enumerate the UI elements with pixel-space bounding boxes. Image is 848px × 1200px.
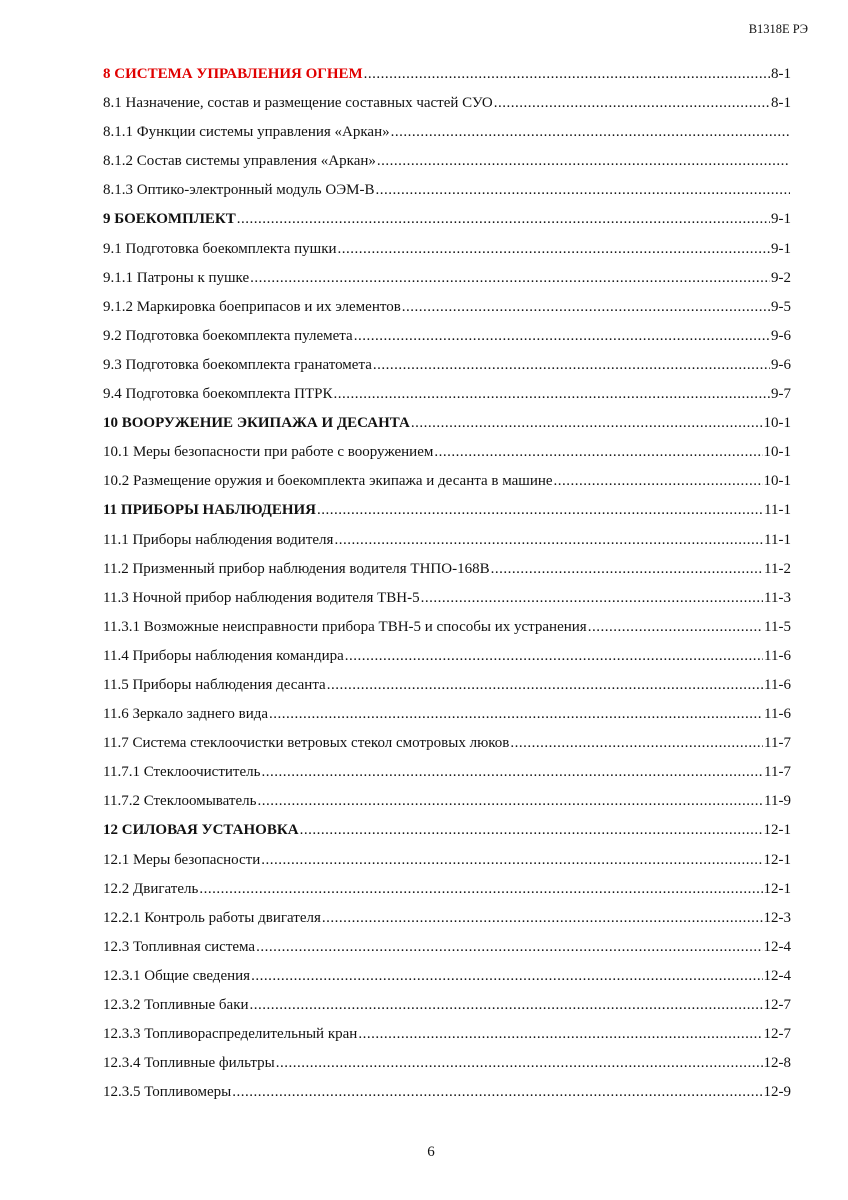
toc-page-number: 12-7 xyxy=(763,997,791,1013)
toc-page-number: 11-6 xyxy=(764,647,791,664)
toc-page-number: 9-1 xyxy=(771,211,791,228)
toc-entry-title: 11 ПРИБОРЫ НАБЛЮДЕНИЯ xyxy=(103,502,317,519)
toc-entry-title: 12.3 Топливная система xyxy=(103,938,256,955)
toc-dot-leader xyxy=(257,787,763,816)
toc-entry-title: 11.1 Приборы наблюдения водителя xyxy=(103,531,334,548)
toc-entry-title: 10.2 Размещение оружия и боекомплекта экипажа и десанта в машине xyxy=(103,473,553,490)
toc-page-number: 11-9 xyxy=(764,793,791,810)
toc-entry[interactable] xyxy=(103,904,791,933)
toc-dot-leader xyxy=(588,613,763,642)
toc-entry-title: 9.1 Подготовка боекомплекта пушки xyxy=(103,240,337,257)
toc-dot-leader xyxy=(358,1020,762,1049)
toc-page-number: 12-3 xyxy=(763,909,791,926)
toc-entry-title: 12.1 Меры безопасности xyxy=(103,851,261,868)
toc-entry[interactable] xyxy=(103,438,791,467)
toc-dot-leader xyxy=(338,235,770,264)
toc-entry-title: 9.4 Подготовка боекомплекта ПТРК xyxy=(103,386,333,403)
toc-section-heading[interactable] xyxy=(103,496,791,525)
toc-page-number: 11-6 xyxy=(764,676,791,693)
toc-dot-leader xyxy=(261,758,763,787)
toc-page-number: 12-1 xyxy=(763,822,791,839)
toc-page-number: 12-7 xyxy=(763,1026,791,1043)
toc-entry-title: 12.3.1 Общие сведения xyxy=(103,967,251,984)
toc-entry[interactable] xyxy=(103,380,791,409)
toc-entry[interactable] xyxy=(103,1078,791,1107)
toc-page-number: 8-1 xyxy=(771,66,791,82)
toc-dot-leader xyxy=(402,293,770,322)
toc-entry[interactable] xyxy=(103,351,791,380)
toc-page-number: 11-7 xyxy=(764,735,791,752)
toc-page-number: 11-3 xyxy=(764,589,791,606)
toc-entry-title: 11.3 Ночной прибор наблюдения водителя ТВН-5 xyxy=(103,589,420,606)
toc-entry-title: 11.3.1 Возможные неисправности прибора ТВН-5 и способы их устранения xyxy=(103,618,587,635)
toc-entry[interactable] xyxy=(103,1020,791,1049)
toc-page-number: 11-2 xyxy=(764,560,791,577)
toc-entry-title: 11.7.2 Стеклоомыватель xyxy=(103,793,257,810)
toc-page-number: 9-6 xyxy=(771,356,791,373)
document-code: В1318Е РЭ xyxy=(748,22,808,36)
toc-entry-title: 11.2 Призменный прибор наблюдения водителя ТНПО-168В xyxy=(103,560,490,577)
toc-entry[interactable] xyxy=(103,264,791,293)
toc-dot-leader xyxy=(276,1049,763,1078)
toc-dot-leader xyxy=(327,671,763,700)
toc-dot-leader xyxy=(334,526,763,555)
toc-entry[interactable] xyxy=(103,1049,791,1078)
toc-dot-leader xyxy=(554,467,763,496)
toc-dot-leader xyxy=(199,875,762,904)
toc-dot-leader xyxy=(411,409,763,438)
toc-entry-title: 9.1.1 Патроны к пушке xyxy=(103,269,250,286)
toc-page-number: 11-1 xyxy=(764,531,791,548)
toc-page-number: 9-2 xyxy=(771,269,791,286)
toc-page-number: 12-4 xyxy=(763,938,791,955)
toc-section-heading[interactable] xyxy=(103,409,791,438)
toc-dot-leader xyxy=(494,89,770,118)
toc-entry-title: 12.3.2 Топливные баки xyxy=(103,997,249,1013)
toc-dot-leader xyxy=(269,700,763,729)
toc-entry[interactable] xyxy=(103,89,791,118)
toc-section-heading[interactable] xyxy=(103,816,791,845)
toc-entry-title: 10.1 Меры безопасности при работе с вооружением xyxy=(103,444,434,461)
toc-dot-leader xyxy=(322,904,763,933)
toc-entry[interactable] xyxy=(103,176,791,205)
toc-entry[interactable] xyxy=(103,700,791,729)
toc-entry[interactable] xyxy=(103,118,791,147)
toc-entry-title: 12.3.5 Топливомеры xyxy=(103,1084,232,1101)
toc-page-number: 11-5 xyxy=(764,618,791,635)
toc-entry-title: 8.1.1 Функции системы управления «Аркан» xyxy=(103,124,390,141)
toc-entry[interactable] xyxy=(103,758,791,787)
toc-page-number: 12-1 xyxy=(763,880,791,897)
toc-dot-leader xyxy=(421,584,763,613)
toc-page-number: 10-1 xyxy=(763,415,791,432)
toc-entry[interactable] xyxy=(103,555,791,584)
toc-entry[interactable] xyxy=(103,729,791,758)
toc-entry-title: 9.2 Подготовка боекомплекта пулемета xyxy=(103,327,353,344)
toc-entry[interactable] xyxy=(103,613,791,642)
toc-dot-leader xyxy=(317,496,763,525)
toc-dot-leader xyxy=(434,438,762,467)
toc-entry[interactable] xyxy=(103,875,791,904)
toc-entry-title: 8.1 Назначение, состав и размещение составных частей СУО xyxy=(103,95,493,112)
toc-entry[interactable] xyxy=(103,787,791,816)
toc-page-number: 11-1 xyxy=(764,502,791,519)
toc-entry[interactable] xyxy=(103,846,791,875)
toc-entry[interactable] xyxy=(103,147,791,176)
toc-entry-title: 11.6 Зеркало заднего вида xyxy=(103,706,269,723)
toc-dot-leader xyxy=(377,147,790,176)
toc-entry[interactable] xyxy=(103,235,791,264)
toc-dot-leader xyxy=(232,1078,762,1107)
toc-entry[interactable] xyxy=(103,671,791,700)
toc-entry[interactable] xyxy=(103,322,791,351)
toc-dot-leader xyxy=(250,991,763,1020)
toc-page-number: 9-5 xyxy=(771,298,791,315)
toc-page-number: 10-1 xyxy=(763,473,791,490)
toc-entry[interactable] xyxy=(103,526,791,555)
toc-dot-leader xyxy=(300,816,763,845)
toc-section-heading[interactable] xyxy=(103,60,791,89)
toc-page-number: 11-6 xyxy=(764,706,791,723)
toc-page-number: 12-8 xyxy=(763,1055,791,1072)
toc-entry-title: 10 ВООРУЖЕНИЕ ЭКИПАЖА И ДЕСАНТА xyxy=(103,415,410,432)
toc-entry-title: 9.1.2 Маркировка боеприпасов и их элементов xyxy=(103,298,401,315)
toc-section-heading[interactable] xyxy=(103,205,791,234)
toc-page-number: 9-6 xyxy=(771,327,791,344)
toc-page-number: 12-9 xyxy=(763,1084,791,1101)
toc-entry-title: 11.5 Приборы наблюдения десанта xyxy=(103,676,326,693)
toc-dot-leader xyxy=(491,555,763,584)
table-of-contents xyxy=(103,60,791,1107)
toc-page-number: 10-1 xyxy=(763,444,791,461)
toc-entry-title: 12 СИЛОВАЯ УСТАНОВКА xyxy=(103,822,299,839)
page-number: 6 xyxy=(427,1144,435,1160)
toc-page-number: 9-1 xyxy=(771,240,791,257)
toc-dot-leader xyxy=(345,642,763,671)
toc-entry-title: 11.4 Приборы наблюдения командира xyxy=(103,647,344,664)
toc-entry-title: 9 БОЕКОМПЛЕКТ xyxy=(103,211,236,228)
toc-page-number: 12-1 xyxy=(763,851,791,868)
toc-entry-title: 12.3.4 Топливные фильтры xyxy=(103,1055,275,1072)
toc-page-number: 8-1 xyxy=(771,95,791,112)
toc-entry-title: 8.1.3 Оптико-электронный модуль ОЭМ-В xyxy=(103,182,375,199)
toc-dot-leader xyxy=(375,176,790,205)
toc-entry[interactable] xyxy=(103,991,791,1020)
toc-entry[interactable] xyxy=(103,293,791,322)
toc-dot-leader xyxy=(510,729,763,758)
toc-entry[interactable] xyxy=(103,584,791,613)
toc-dot-leader xyxy=(256,933,762,962)
toc-entry-title: 12.2.1 Контроль работы двигателя xyxy=(103,909,321,926)
toc-dot-leader xyxy=(354,322,770,351)
toc-dot-leader xyxy=(237,205,770,234)
toc-entry-title: 8 СИСТЕМА УПРАВЛЕНИЯ ОГНЕМ xyxy=(103,66,363,82)
toc-dot-leader xyxy=(251,962,762,991)
toc-entry-title: 11.7.1 Стеклоочиститель xyxy=(103,764,261,781)
toc-page-number: 11-7 xyxy=(764,764,791,781)
toc-entry-title: 11.7 Система стеклоочистки ветровых стекол смотровых люков xyxy=(103,735,510,752)
toc-entry[interactable] xyxy=(103,962,791,991)
toc-dot-leader xyxy=(261,846,762,875)
toc-entry[interactable] xyxy=(103,933,791,962)
toc-dot-leader xyxy=(364,60,770,89)
toc-entry-title: 12.2 Двигатель xyxy=(103,880,199,897)
toc-dot-leader xyxy=(391,118,790,147)
toc-entry-title: 9.3 Подготовка боекомплекта гранатомета xyxy=(103,356,372,373)
toc-dot-leader xyxy=(333,380,770,409)
toc-page-number: 12-4 xyxy=(763,967,791,984)
toc-page-number: 9-7 xyxy=(771,386,791,403)
toc-entry[interactable] xyxy=(103,467,791,496)
toc-entry-title: 12.3.3 Топливораспределительный кран xyxy=(103,1026,358,1043)
toc-entry-title: 8.1.2 Состав системы управления «Аркан» xyxy=(103,153,376,170)
toc-entry[interactable] xyxy=(103,642,791,671)
toc-dot-leader xyxy=(373,351,770,380)
toc-dot-leader xyxy=(250,264,770,293)
